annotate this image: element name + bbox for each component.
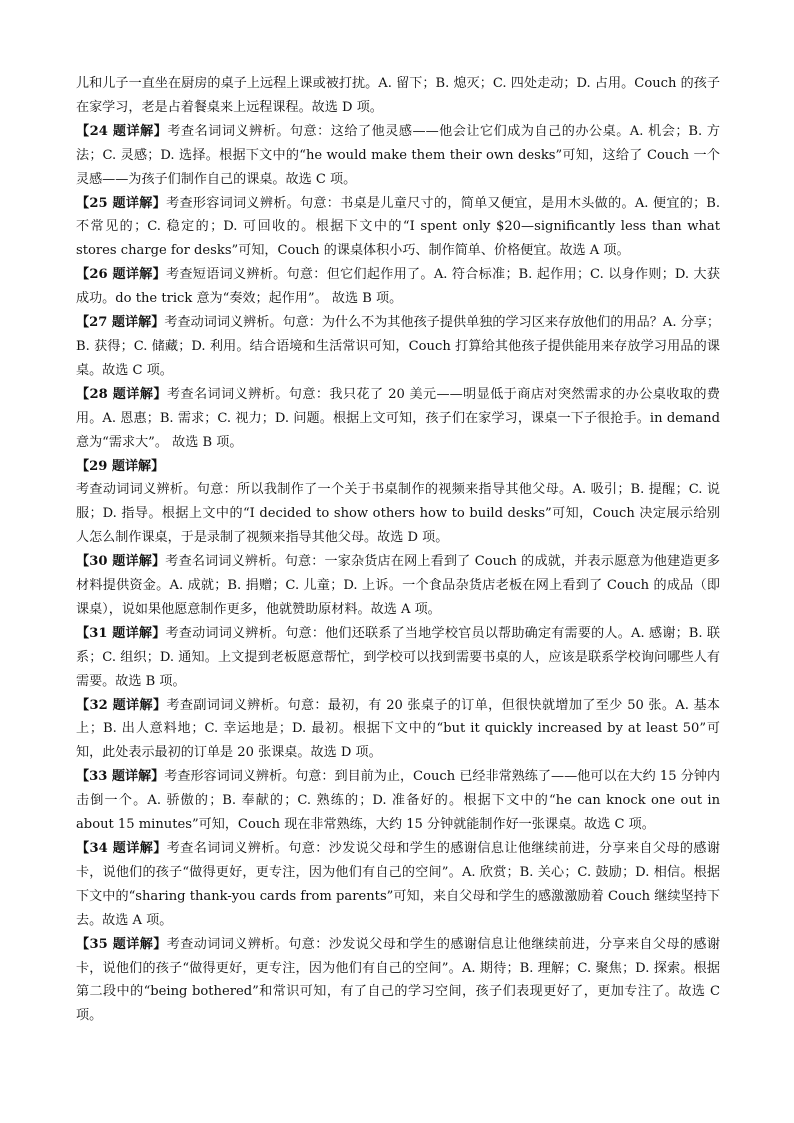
paragraph-text: 考查形容词词义辨析。句意：书桌是儿童尺寸的，简单又便宜，是用木头做的。A. 便宜的；B. 不常见的；C. 稳定的；D. 可回收的。根据下文中的“I spent only $20—significantly less than what stores charge for desks”可知，Couch 的课桌体积小巧、制作简单、价格便宜。故选 A 项。 [76,195,720,259]
paragraph-text: 儿和儿子一直坐在厨房的桌子上远程上课或被打扰。A. 留下；B. 熄灭；C. 四处走动；D. 占用。Couch 的孩子在家学习，老是占着餐桌来上远程课程。故选 D 项。 [76,76,720,115]
question-heading: 【24 题详解】 [76,123,168,139]
paragraph-text: 考查名词词义辨析。句意：沙发说父母和学生的感谢信息让他继续前进，分享来自父母的感谢卡，说他们的孩子“做得更好，更专注，因为他们有自己的空间”。A. 欣赏；B. 关心；C. 鼓励；D. 相信。根据下文中的“sharing thank-you cards from parents”可知，来自父母和学生的感激激励着 Couch 继续坚持下去。故选 A 项。 [76,841,721,928]
paragraph-text: 考查名词词义辨析。句意：一家杂货店在网上看到了 Couch 的成就，并表示愿意为他建造更多材料提供资金。A. 成就；B. 捐赠；C. 儿童；D. 上诉。一个食品杂货店老板在网上看到了 Couch 的成品（即课桌），说如果他愿意制作更多，他就赞助原材料。故选 A 项。 [76,554,720,617]
answer-paragraph-31 [76,622,720,694]
paragraph-text: 考查动词词义辨析。句意：沙发说父母和学生的感谢信息让他继续前进，分享来自父母的感谢卡，说他们的孩子“做得更好，更专注，因为他们有自己的空间”。A. 期待；B. 理解；C. 聚焦；D. 探索。根据第二段中的“being bothered”和常识可知，有了自己的学习空间，孩子们表现更好了，更加专注了。故选 C 项。 [76,936,721,1024]
question-heading: 【34 题详解】 [76,841,167,856]
question-heading: 【28 题详解】 [76,386,167,402]
question-heading: 【30 题详解】 [76,554,166,570]
answer-paragraph-29-heading [76,455,720,479]
question-heading: 【25 题详解】 [76,195,167,211]
answer-paragraph-33 [76,765,720,837]
answer-paragraph-continuation [76,72,720,120]
paragraph-text: 考查短语词义辨析。句意：但它们起作用了。A. 符合标准；B. 起作用；C. 以身作则；D. 大获成功。do the trick 意为“奏效；起作用”。 故选 B 项。 [76,267,720,307]
question-heading: 【32 题详解】 [76,697,167,713]
paragraph-text: 考查名词词义辨析。句意：我只花了 20 美元——明显低于商店对突然需求的办公桌收取的费用。A. 恩惠；B. 需求；C. 视力；D. 问题。根据上文可知，孩子们在家学习，课桌一下子很抢手。in demand 意为“需求大”。 故选 B 项。 [76,386,721,450]
paragraph-text: 考查形容词词义辨析。句意：到目前为止，Couch 已经非常熟练了——他可以在大约 15 分钟内击倒一个。A. 骄傲的；B. 奉献的；C. 熟练的；D. 准备好的。根据下文中的“he can knock one out in about 15 minutes”可知，Couch 现在非常熟练，大约 15 分钟就能制作好一张课桌。故选 C 项。 [76,769,721,833]
answer-paragraph-30 [76,550,720,622]
question-heading: 【31 题详解】 [76,625,166,641]
answer-paragraph-32 [76,694,720,766]
paragraph-text: 考查名词词义辨析。句意：这给了他灵感——他会让它们成为自己的办公桌。A. 机会；B. 方法；C. 灵感；D. 选择。根据下文中的“he would make them their own desks”可知，这给了 Couch 一个灵感——为孩子们制作自己的课桌。故选 C 项。 [76,123,720,187]
question-heading: 【26 题详解】 [76,267,167,283]
answer-paragraph-24 [76,120,720,192]
answer-paragraph-29-body [76,478,720,550]
answer-paragraph-34 [76,837,720,933]
document-page [76,72,720,1028]
answer-paragraph-25 [76,192,720,264]
question-heading: 【33 题详解】 [76,769,165,785]
question-heading: 【27 题详解】 [76,315,165,331]
paragraph-text: 考查动词词义辨析。句意：他们还联系了当地学校官员以帮助确定有需要的人。A. 感谢；B. 联系；C. 组织；D. 通知。上文提到老板愿意帮忙，到学校可以找到需要书桌的人，应该是联系学校询问哪些人有需要。故选 B 项。 [76,625,720,689]
answer-paragraph-26 [76,263,720,311]
paragraph-text: 考查副词词义辨析。句意：最初，有 20 张桌子的订单，但很快就增加了至少 50 张。A. 基本上；B. 出人意料地；C. 幸运地是；D. 最初。根据下文中的“but it quickly increased by at least 50”可知，此处表示最初的订单是 20 张课桌。故选 D 项。 [76,697,721,761]
paragraph-text: 考查动词词义辨析。句意：为什么不为其他孩子提供单独的学习区来存放他们的用品？A. 分享；B. 获得；C. 储藏；D. 利用。结合语境和生活常识可知，Couch 打算给其他孩子提供能用来存放学习用品的课桌。故选 C 项。 [76,315,721,378]
answer-paragraph-35 [76,933,720,1029]
question-heading: 【35 题详解】 [76,936,167,952]
paragraph-text: 考查动词词义辨析。句意：所以我制作了一个关于书桌制作的视频来指导其他父母。A. 吸引；B. 提醒；C. 说服；D. 指导。根据上文中的“I decided to show others how to build desks”可知，Couch 决定展示给别人怎么制作课桌，于是录制了视频来指导其他父母。故选 D 项。 [76,482,720,546]
answer-paragraph-28 [76,383,720,455]
question-heading: 【29 题详解】 [76,458,165,474]
answer-paragraph-27 [76,311,720,383]
